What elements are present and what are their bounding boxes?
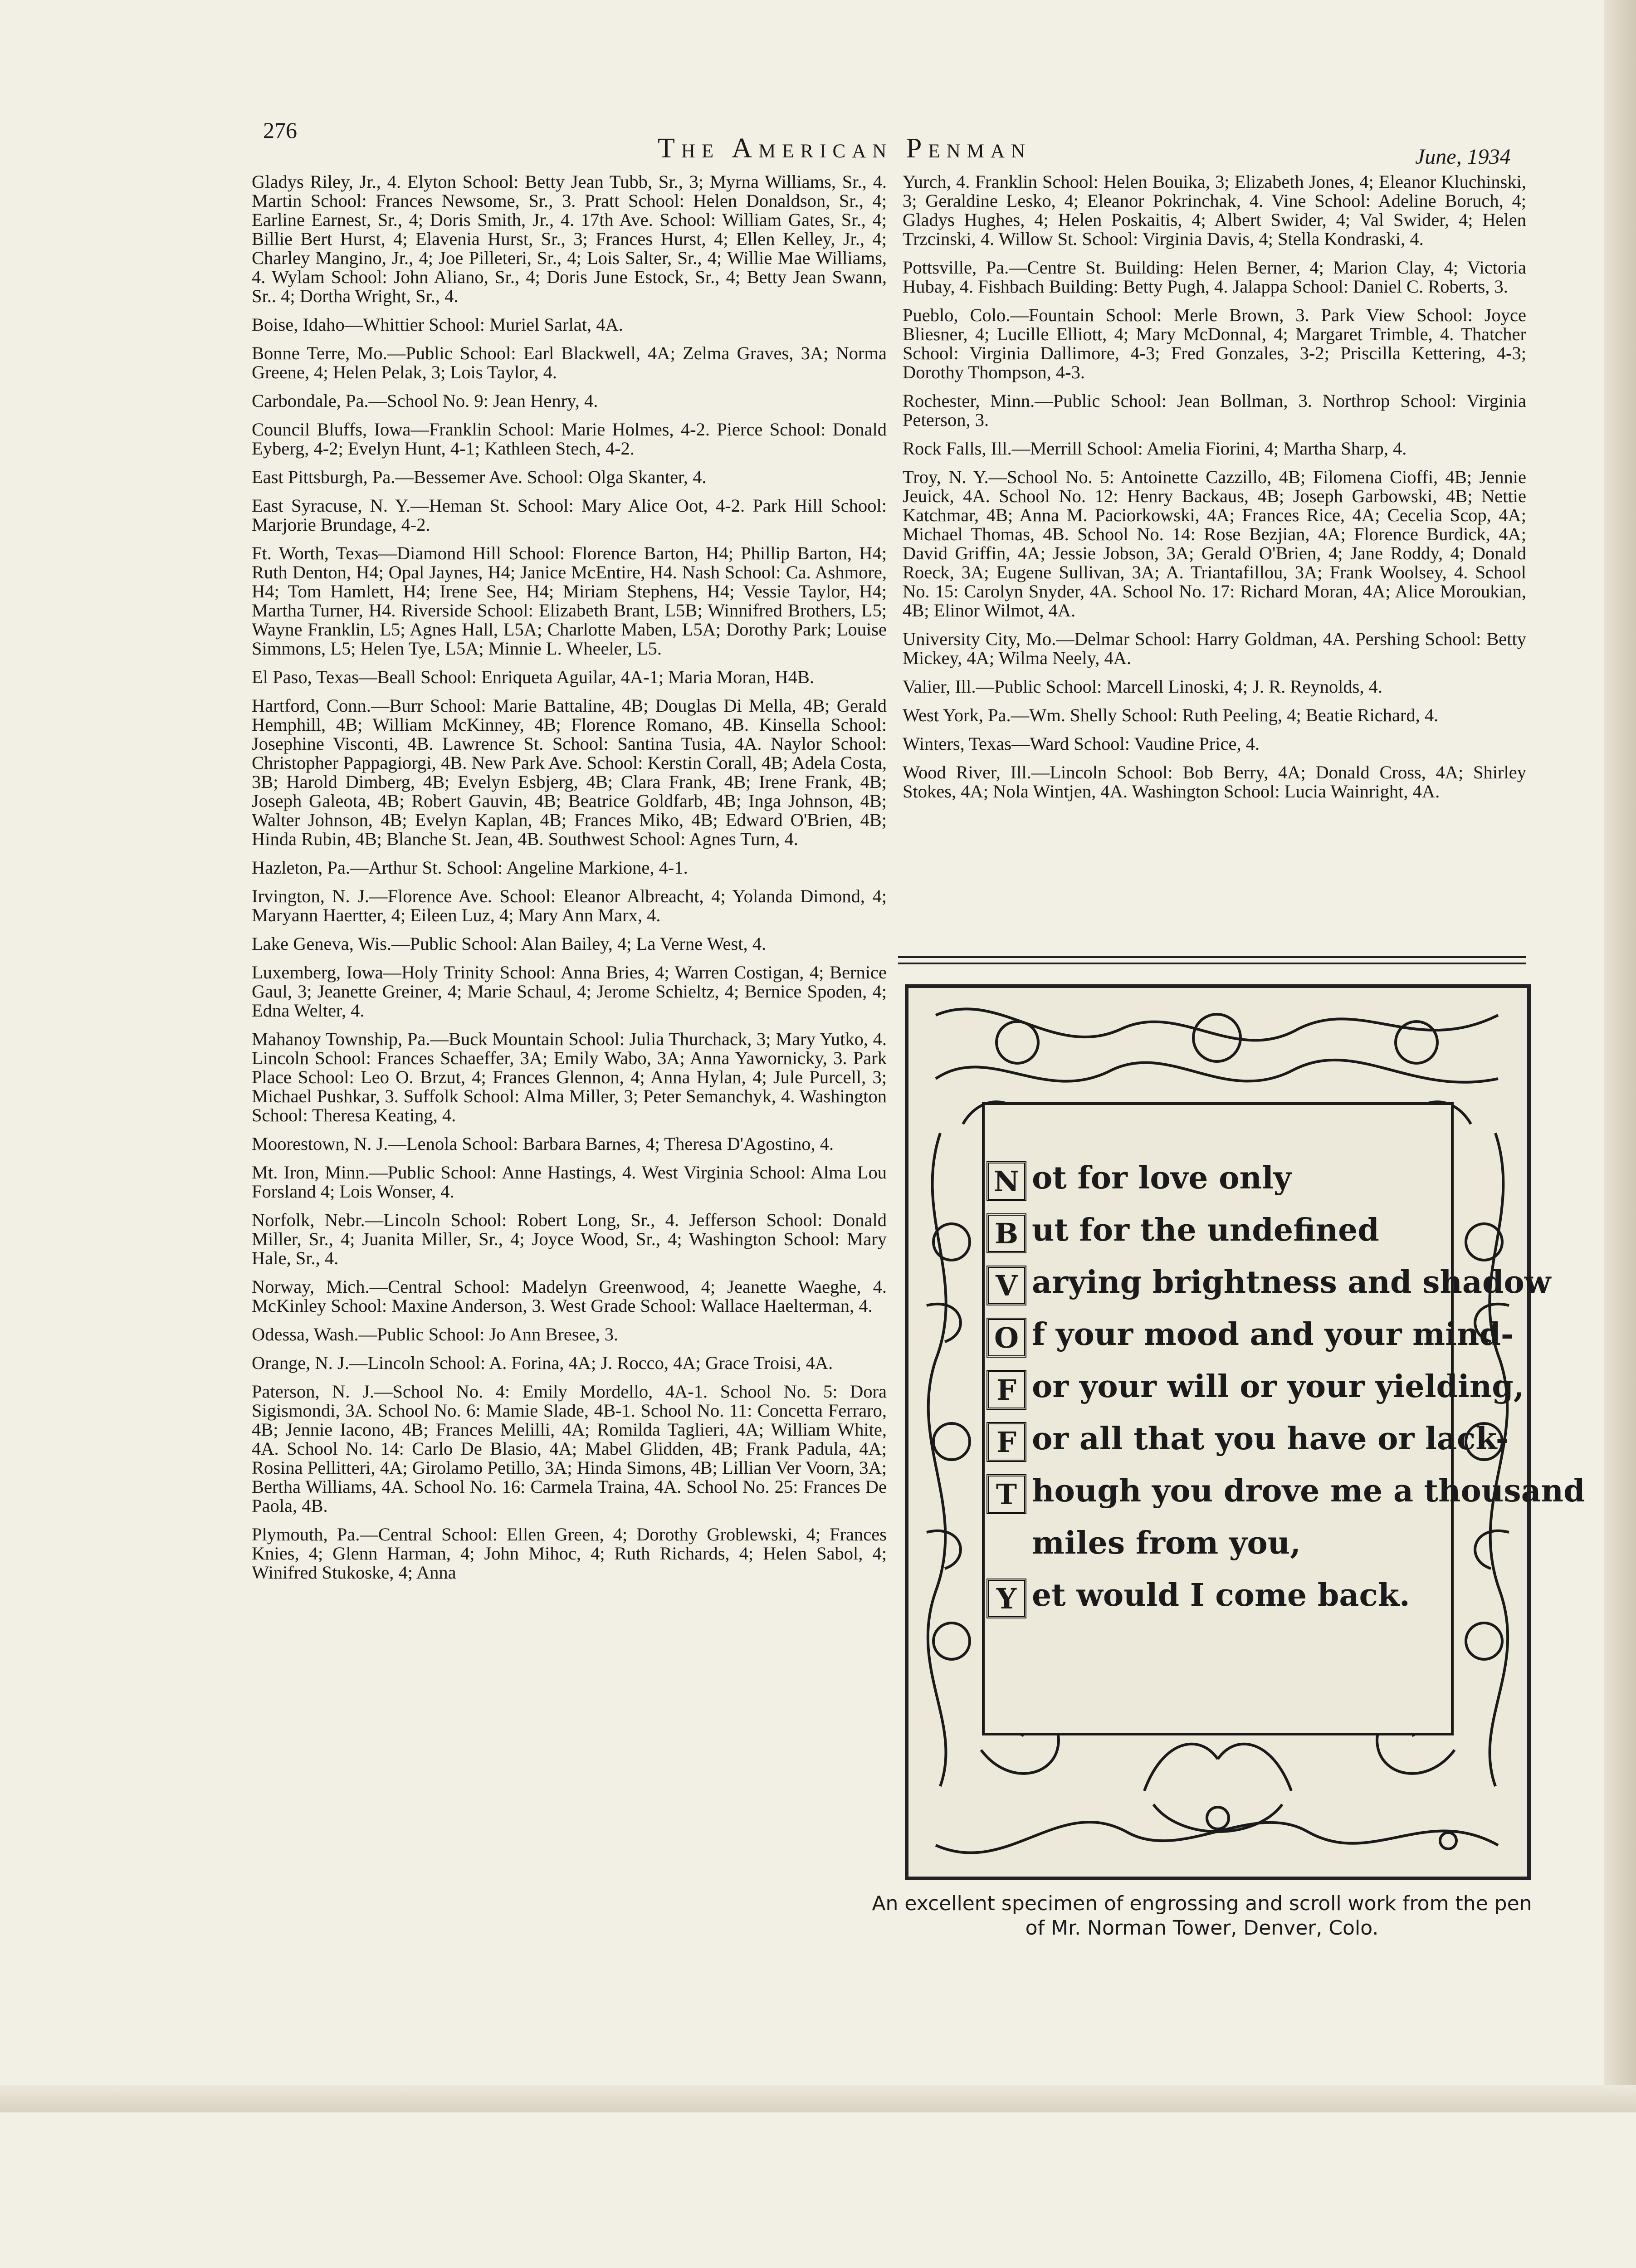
verse-line xyxy=(986,1465,1585,1517)
honor-roll-entry: Boise, Idaho—Whittier School: Muriel Sarlat, 4A. xyxy=(252,314,623,335)
honor-roll-entry: Irvington, N. J.—Florence Ave. School: Eleanor Albreacht, 4; Yolanda Dimond, 4; Maryann Haertter, 4; Eileen Luz, 4; Mary Ann Marx, 4. xyxy=(252,886,887,925)
verse-text: f your mood and your mind- xyxy=(1032,1316,1514,1353)
honor-roll-entry: Gladys Riley, Jr., 4. Elyton School: Betty Jean Tubb, Sr., 3; Myrna Williams, Sr., 4. Martin School: Frances Newsome, Sr., 3. Pratt School: Helen Donaldson, Sr., 4; Earline Earnest, Sr., 4; Doris Smith, Jr., 4. 17th Ave. School: William Gates, Sr., 4; Billie Bert Hurst, 4; Elavenia Hurst, Sr., 3; Frances Hurst, 4; Ellen Kelley, Jr., 4; Charley Mangino, Jr., 4; Joe Pilleteri, Sr., 4; Lois Salter, Sr., 4; Willie Mae Williams, 4. Wylam School: John Aliano, Sr., 4; Doris June Estock, Sr., 4; Betty Jean Swann, Sr.. 4; Dortha Wright, Sr., 4. xyxy=(252,171,887,306)
illuminated-initial: N xyxy=(986,1161,1026,1201)
honor-roll-entry: Yurch, 4. Franklin School: Helen Bouika, 3; Elizabeth Jones, 4; Eleanor Kluchinski, 3; Geraldine Lesko, 4; Eleanor Pokrinchak, 4. Vine School: Adeline Boruch, 4; Gladys Hughes, 4; Helen Poskaitis, 4; Albert Swider, 4; Val Swider, 4; Helen Trzcinski, 4. Willow St. School: Virginia Davis, 4; Stella Kondraski, 4. xyxy=(903,171,1526,249)
honor-roll-entry: Orange, N. J.—Lincoln School: A. Forina, 4A; J. Rocco, 4A; Grace Troisi, 4A. xyxy=(252,1353,833,1373)
honor-roll-entry: West York, Pa.—Wm. Shelly School: Ruth Peeling, 4; Beatie Richard, 4. xyxy=(903,705,1439,725)
verse-text: ut for the undefined xyxy=(1032,1212,1379,1248)
honor-roll-entry: Ft. Worth, Texas—Diamond Hill School: Florence Barton, H4; Phillip Barton, H4; Ruth Denton, H4; Opal Jaynes, H4; Janice McEntire, H4. Nash School: Ca. Ashmore, H4; Tom Hamlett, H4; Irene See, H4; Miriam Stephens, H4; Vessie Taylor, H4; Martha Turner, H4. Riverside School: Elizabeth Brant, L5B; Winnifred Brothers, L5; Wayne Franklin, L5; Agnes Hall, L5A; Charlotte Maben, L5A; Dorothy Park; Louise Simmons, L5; Helen Tye, L5A; Minnie L. Wheeler, L5. xyxy=(252,543,887,659)
page-number: 276 xyxy=(263,117,297,143)
honor-roll-entry: Rochester, Minn.—Public School: Jean Bollman, 3. Northrop School: Virginia Peterson, 3. xyxy=(903,391,1526,430)
verse-line xyxy=(986,1361,1524,1413)
blackletter-verse xyxy=(986,1152,1585,1622)
honor-roll-entry: Mt. Iron, Minn.—Public School: Anne Hastings, 4. West Virginia School: Alma Lou Forsland 4; Lois Wonser, 4. xyxy=(252,1162,887,1202)
honor-roll-entry: Troy, N. Y.—School No. 5: Antoinette Cazzillo, 4B; Filomena Cioffi, 4B; Jennie Jeuick, 4A. School No. 12: Henry Backaus, 4B; Joseph Garbowski, 4B; Nettie Katchmar, 4B; Anna M. Paciorkowski, 4A; Frances Rice, 4A; Cecelia Scop, 4A; Michael Thomas, 4B. School No. 14: Rose Bezjian, 4A; Florence Burdick, 4A; David Griffin, 4A; Jessie Jobson, 3A; Gerald O'Brien, 4; Jane Roddy, 4; Donald Roeck, 3A; Eugene Sullivan, 3A; A. Triantafillou, 3A; Frank Woolsey, 4. School No. 15: Carolyn Snyder, 4A. School No. 17: Richard Moran, 4A; Alice Moroukian, 4B; Elinor Wilmot, 4A. xyxy=(903,467,1526,621)
honor-roll-entry: Carbondale, Pa.—School No. 9: Jean Henry, 4. xyxy=(252,391,598,411)
verse-text: hough you drove me a thousand xyxy=(1032,1473,1585,1509)
verse-line xyxy=(986,1256,1551,1309)
facing-page-edge xyxy=(1604,0,1636,2112)
verse-line xyxy=(986,1517,1456,1569)
illuminated-initial: O xyxy=(986,1318,1026,1358)
honor-roll-entry: Rock Falls, Ill.—Merrill School: Amelia Fiorini, 4; Martha Sharp, 4. xyxy=(903,438,1407,459)
honor-roll-entry: Valier, Ill.—Public School: Marcell Linoski, 4; J. R. Reynolds, 4. xyxy=(903,676,1383,697)
plate-caption: An excellent specimen of engrossing and scroll work from the pen of Mr. Norman Tower, Denver, Colo. xyxy=(872,1892,1532,1940)
journal-title: The American Penman xyxy=(658,133,1031,164)
verse-text: or your will or your yielding, xyxy=(1032,1369,1524,1405)
honor-roll-entry: Luxemberg, Iowa—Holy Trinity School: Anna Bries, 4; Warren Costigan, 4; Bernice Gaul, 3; Jeanette Greiner, 4; Marie Schaul, 4; Jerome Schieltz, 4; Bernice Spoden, 4; Edna Welter, 4. xyxy=(252,962,887,1021)
illuminated-initial: F xyxy=(986,1422,1026,1462)
section-divider xyxy=(898,956,1526,958)
verse-line xyxy=(986,1204,1456,1256)
issue-date: June, 1934 xyxy=(1415,145,1511,169)
honor-roll-entry: Mahanoy Township, Pa.—Buck Mountain School: Julia Thurchack, 3; Mary Yutko, 4. Lincoln School: Frances Schaeffer, 3A; Emily Wabo, 3A; Anna Yawornicky, 3. Park Place School: Leo O. Brzut, 4; Frances Glennon, 4; Anna Hylan, 4; Jule Purcell, 3; Michael Pushkar, 3. Suffolk School: Alma Miller, 3; Peter Semanchyk, 4. Washington School: Theresa Keating, 4. xyxy=(252,1029,887,1125)
honor-roll-entry: Council Bluffs, Iowa—Franklin School: Marie Holmes, 4-2. Pierce School: Donald Eyberg, 4-2; Evelyn Hunt, 4-1; Kathleen Stech, 4-2. xyxy=(252,419,887,459)
verse-line xyxy=(986,1152,1456,1204)
illuminated-initial: V xyxy=(986,1266,1026,1305)
honor-roll-entry: Hazleton, Pa.—Arthur St. School: Angeline Markione, 4-1. xyxy=(252,857,688,878)
verse-line xyxy=(986,1413,1509,1465)
verse-line xyxy=(986,1569,1456,1622)
honor-roll-entry: Plymouth, Pa.—Central School: Ellen Green, 4; Dorothy Groblewski, 4; Frances Knies, 4; Glenn Harman, 4; John Mihoc, 4; Ruth Richards, 4; Helen Sabol, 4; Winifred Stukoske, 4; Anna xyxy=(252,1524,887,1583)
honor-roll-entry: Bonne Terre, Mo.—Public School: Earl Blackwell, 4A; Zelma Graves, 3A; Norma Greene, 4; Helen Pelak, 3; Lois Taylor, 4. xyxy=(252,343,887,382)
honor-roll-entry: Wood River, Ill.—Lincoln School: Bob Berry, 4A; Donald Cross, 4A; Shirley Stokes, 4A; Nola Wintjen, 4A. Washington School: Lucia Wainright, 4A. xyxy=(903,762,1526,802)
honor-roll-entry: Norfolk, Nebr.—Lincoln School: Robert Long, Sr., 4. Jefferson School: Donald Miller, Sr., 4; Juanita Miller, Sr., 4; Joyce Wood, Sr., 4; Washington School: Mary Hale, Sr., 4. xyxy=(252,1210,887,1268)
illuminated-initial: F xyxy=(986,1370,1026,1410)
honor-roll-entry: Pottsville, Pa.—Centre St. Building: Helen Berner, 4; Marion Clay, 4; Victoria Hubay, 4. Fishbach Building: Betty Pugh, 4. Jalappa School: Daniel C. Roberts, 3. xyxy=(903,257,1526,297)
honor-roll-entry: Pueblo, Colo.—Fountain School: Merle Brown, 3. Park View School: Joyce Bliesner, 4; Lucille Elliott, 4; Mary McDonnal, 4; Margaret Trimble, 4. Thatcher School: Virginia Dallimore, 4-3; Fred Gonzales, 3-2; Priscilla Kettering, 4-3; Dorothy Thompson, 4-3. xyxy=(903,305,1526,382)
honor-roll-entry: El Paso, Texas—Beall School: Enriqueta Aguilar, 4A-1; Maria Moran, H4B. xyxy=(252,667,814,687)
verse-line xyxy=(986,1309,1514,1361)
left-column xyxy=(252,172,887,1987)
honor-roll-entry: Odessa, Wash.—Public School: Jo Ann Bresee, 3. xyxy=(252,1324,619,1344)
honor-roll-entry: Hartford, Conn.—Burr School: Marie Battaline, 4B; Douglas Di Mella, 4B; Gerald Hemphill, 4B; William McKinney, 4B; Florence Romano, 4B. Kinsella School: Josephine Visconti, 4B. Lawrence St. School: Santina Tusia, 4A. Naylor School: Christopher Pappagiorgi, 4B. New Park Ave. School: Kerstin Corall, 4B; Adela Costa, 3B; Harold Dimberg, 4B; Evelyn Esbjerg, 4B; Clara Frank, 4B; Irene Frank, 4B; Joseph Galeota, 4B; Robert Gauvin, 4B; Beatrice Goldfarb, 4B; Inga Johnson, 4B; Walter Johnson, 4B; Evelyn Kaplan, 4B; Frances Miko, 4B; Edward O'Brien, 4B; Hinda Rubin, 4B; Blanche St. Jean, 4B. Southwest School: Agnes Turn, 4. xyxy=(252,695,887,849)
verse-text: et would I come back. xyxy=(1032,1577,1410,1613)
verse-text: ot for love only xyxy=(1032,1160,1292,1196)
honor-roll-entry: Norway, Mich.—Central School: Madelyn Greenwood, 4; Jeanette Waeghe, 4. McKinley School: Maxine Anderson, 3. West Grade School: Wallace Haelterman, 4. xyxy=(252,1276,887,1316)
honor-roll-entry: Lake Geneva, Wis.—Public School: Alan Bailey, 4; La Verne West, 4. xyxy=(252,934,767,954)
honor-roll-entry: Moorestown, N. J.—Lenola School: Barbara Barnes, 4; Theresa D'Agostino, 4. xyxy=(252,1134,834,1154)
section-divider xyxy=(898,963,1526,964)
illuminated-initial: B xyxy=(986,1213,1026,1253)
honor-roll-entry: East Pittsburgh, Pa.—Bessemer Ave. School: Olga Skanter, 4. xyxy=(252,467,707,487)
honor-roll-entry: Winters, Texas—Ward School: Vaudine Price, 4. xyxy=(903,733,1260,754)
illuminated-initial: T xyxy=(986,1474,1026,1514)
illuminated-initial: Y xyxy=(986,1579,1026,1618)
right-column xyxy=(903,172,1526,962)
page-bottom-edge xyxy=(0,2085,1636,2112)
honor-roll-entry: East Syracuse, N. Y.—Heman St. School: Mary Alice Oot, 4-2. Park Hill School: Marjorie Brundage, 4-2. xyxy=(252,495,887,535)
honor-roll-entry: University City, Mo.—Delmar School: Harry Goldman, 4A. Pershing School: Betty Mickey, 4A; Wilma Neely, 4A. xyxy=(903,629,1526,668)
verse-text: miles from you, xyxy=(1032,1525,1301,1561)
honor-roll-entry: Paterson, N. J.—School No. 4: Emily Mordello, 4A-1. School No. 5: Dora Sigismondi, 3A. School No. 6: Mamie Slade, 4B-1. School No. 11: Concetta Ferraro, 4B; Jennie Iacono, 4B; Frances Melilli, 4A; Romilda Taglieri, 4A; William White, 4A. School No. 14: Carlo De Blasio, 4A; Mabel Glidden, 4B; Frank Padula, 4A; Rosina Pellitteri, 4A; Girolamo Petillo, 3A; Hinda Simons, 4B; Lillian Ver Voorn, 3A; Bertha Williams, 4A. School No. 16: Carmela Traina, 4A. School No. 25: Frances De Paola, 4B. xyxy=(252,1381,887,1516)
verse-text: or all that you have or lack- xyxy=(1032,1421,1509,1457)
verse-text: arying brightness and shadow xyxy=(1032,1264,1551,1300)
